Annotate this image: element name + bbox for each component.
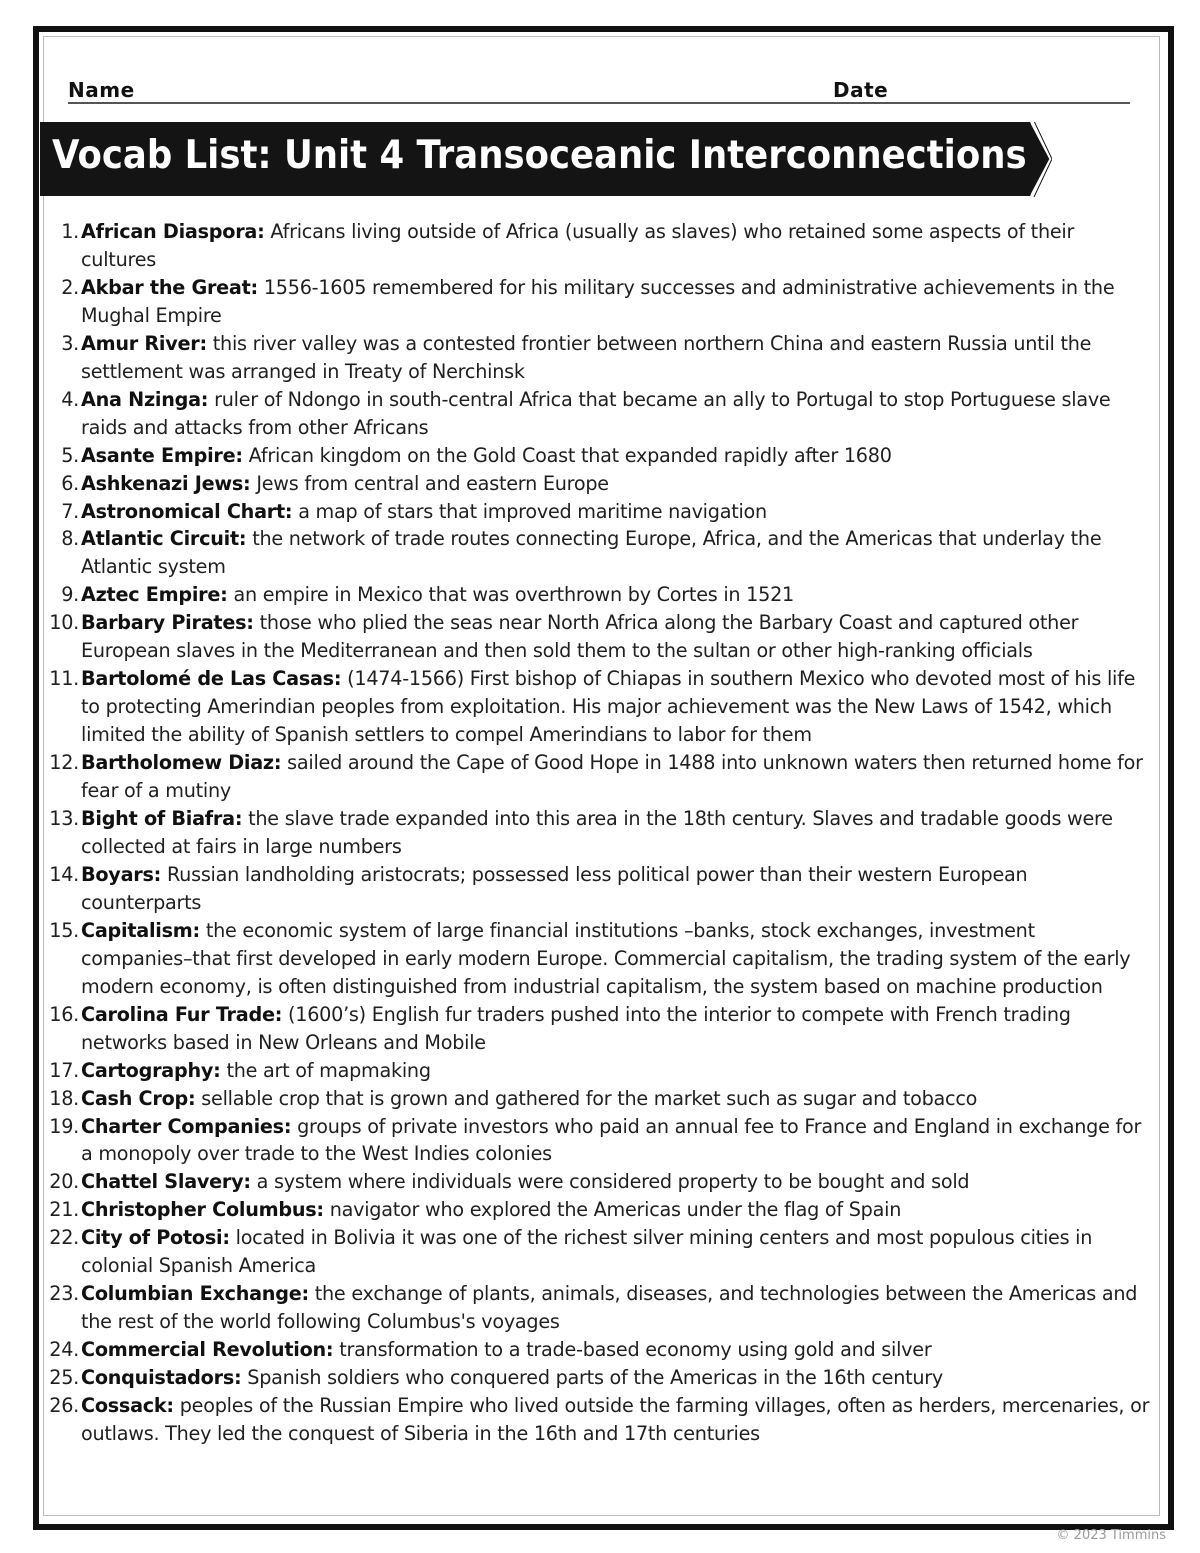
vocab-definition: the economic system of large financial institutions –banks, stock exchanges, investment companies–that first developed in early modern Europe. Commercial capitalism, the trading system of the early modern economy, is often distinguished from industrial capitalism, the system based on machine production <box>81 918 1131 998</box>
vocab-item <box>44 274 1150 330</box>
vocab-number: 16. <box>49 1002 79 1026</box>
vocab-term: City of Potosi: <box>81 1226 230 1250</box>
vocab-item <box>44 917 1150 1001</box>
vocab-term: Charter Companies: <box>81 1114 292 1138</box>
vocab-item <box>44 1224 1150 1280</box>
vocab-number: 4. <box>61 387 79 411</box>
vocab-definition: the slave trade expanded into this area in the 18th century. Slaves and tradable goods were collected at fairs in large numbers <box>81 807 1113 858</box>
vocab-item <box>44 330 1150 386</box>
vocab-item <box>44 1113 1150 1169</box>
vocab-number: 6. <box>61 471 79 495</box>
vocab-term: Akbar the Great: <box>81 275 258 299</box>
vocab-item <box>44 861 1150 917</box>
vocab-term: Columbian Exchange: <box>81 1282 309 1306</box>
vocab-item <box>44 1364 1150 1392</box>
vocab-item <box>44 218 1150 274</box>
vocab-term: Astronomical Chart: <box>81 499 293 523</box>
vocab-definition: Jews from central and eastern Europe <box>256 471 609 495</box>
vocab-term: Aztec Empire: <box>81 583 228 607</box>
vocab-number: 8. <box>61 527 79 551</box>
vocab-definition: a system where individuals were considered property to be bought and sold <box>256 1170 970 1194</box>
vocab-item <box>44 442 1150 470</box>
date-label: Date <box>833 78 889 102</box>
vocab-number: 19. <box>49 1114 79 1138</box>
vocab-item <box>44 498 1150 526</box>
vocab-item <box>44 1001 1150 1057</box>
vocab-term: Cartography: <box>81 1058 221 1082</box>
vocab-item <box>44 1280 1150 1336</box>
name-date-line <box>68 76 1130 104</box>
vocab-item <box>44 665 1150 749</box>
vocab-definition: the art of mapmaking <box>226 1058 431 1082</box>
vocab-term: Chattel Slavery: <box>81 1170 251 1194</box>
vocab-item <box>44 525 1150 581</box>
vocab-definition: an empire in Mexico that was overthrown by Cortes in 1521 <box>233 583 795 607</box>
vocab-item <box>44 1336 1150 1364</box>
vocab-definition: groups of private investors who paid an annual fee to France and England in exchange for a monopoly over trade to the West Indies colonies <box>81 1114 1142 1166</box>
vocab-definition: the network of trade routes connecting Europe, Africa, and the Americas that underlay the Atlantic system <box>81 527 1102 579</box>
vocab-number: 25. <box>49 1366 79 1390</box>
vocab-number: 18. <box>49 1086 79 1110</box>
vocab-number: 11. <box>49 667 79 691</box>
vocab-item <box>44 749 1150 805</box>
vocab-term: Ana Nzinga: <box>81 387 209 411</box>
vocab-number: 1. <box>61 220 79 243</box>
vocab-term: Carolina Fur Trade: <box>81 1002 283 1026</box>
vocab-number: 24. <box>49 1338 79 1362</box>
vocab-definition: Africans living outside of Africa (usually as slaves) who retained some aspects of their cultures <box>81 220 1075 271</box>
name-label: Name <box>68 78 135 102</box>
vocab-term: Commercial Revolution: <box>81 1338 334 1362</box>
vocab-item <box>44 609 1150 665</box>
vocab-number: 9. <box>61 583 79 607</box>
vocab-item <box>44 1057 1150 1085</box>
vocab-definition: Spanish soldiers who conquered parts of the Americas in the 16th century <box>247 1366 944 1390</box>
vocab-term: Bartolomé de Las Casas: <box>81 667 342 691</box>
vocab-item <box>44 1085 1150 1113</box>
vocab-term: Christopher Columbus: <box>81 1198 324 1222</box>
vocab-item <box>44 386 1150 442</box>
vocab-definition: Russian landholding aristocrats; possessed less political power than their western European counterparts <box>81 862 1028 914</box>
vocab-term: Amur River: <box>81 331 207 355</box>
vocab-term: Boyars: <box>81 862 162 886</box>
vocab-term: Bight of Biafra: <box>81 807 243 831</box>
vocab-number: 5. <box>61 443 79 467</box>
vocab-list <box>44 218 1150 1448</box>
vocab-term: Cash Crop: <box>81 1086 196 1110</box>
vocab-definition: a map of stars that improved maritime navigation <box>298 499 767 523</box>
vocab-definition: 1556-1605 remembered for his military successes and administrative achievements in the Mughal Empire <box>81 275 1115 327</box>
vocab-definition: sellable crop that is grown and gathered for the market such as sugar and tobacco <box>201 1086 978 1110</box>
vocab-number: 14. <box>49 862 79 886</box>
vocab-term: Ashkenazi Jews: <box>81 471 251 495</box>
vocab-item <box>44 1392 1150 1448</box>
vocab-term: Capitalism: <box>81 918 200 942</box>
vocab-definition: (1600’s) English fur traders pushed into the interior to compete with French trading networks based in New Orleans and Mobile <box>81 1002 1071 1054</box>
page-title: Vocab List: Unit 4 Transoceanic Interconnections <box>52 133 1027 178</box>
vocab-item <box>44 470 1150 498</box>
vocab-definition: ruler of Ndongo in south-central Africa that became an ally to Portugal to stop Portuguese slave raids and attacks from other Africans <box>81 387 1111 439</box>
vocab-number: 2. <box>61 275 79 299</box>
vocab-item <box>44 805 1150 861</box>
vocab-definition: those who plied the seas near North Africa along the Barbary Coast and captured other European slaves in the Mediterranean and then sold them to the sultan or other high-ranking officials <box>81 611 1079 663</box>
vocab-item <box>44 1168 1150 1196</box>
vocab-number: 3. <box>61 331 79 355</box>
vocab-definition: navigator who explored the Americas under the flag of Spain <box>329 1198 902 1222</box>
vocab-item <box>44 1196 1150 1224</box>
vocab-term: Barbary Pirates: <box>81 611 254 635</box>
vocab-definition: African kingdom on the Gold Coast that expanded rapidly after 1680 <box>248 443 892 467</box>
vocab-definition: (1474-1566) First bishop of Chiapas in southern Mexico who devoted most of his life to protecting Amerindian peoples from exploitation. His major achievement was the New Laws of 1542, which limited the ability of Spanish settlers to compel Amerindians to labor for them <box>81 667 1136 747</box>
vocab-item <box>44 581 1150 609</box>
vocab-number: 12. <box>49 751 79 775</box>
vocab-definition: peoples of the Russian Empire who lived outside the farming villages, often as herders, mercenaries, or outlaws. They led the conquest of Siberia in the 16th and 17th centuries <box>81 1394 1150 1445</box>
vocab-number: 26. <box>49 1394 79 1418</box>
vocab-number: 7. <box>61 499 79 523</box>
vocab-number: 23. <box>49 1282 79 1306</box>
vocab-definition: this river valley was a contested frontier between northern China and eastern Russia until the settlement was arranged in Treaty of Nerchinsk <box>81 331 1092 383</box>
vocab-number: 15. <box>49 918 79 942</box>
vocab-definition: the exchange of plants, animals, diseases, and technologies between the Americas and the rest of the world following Columbus's voyages <box>81 1282 1138 1334</box>
vocab-definition: located in Bolivia it was one of the richest silver mining centers and most populous cities in colonial Spanish America <box>81 1226 1093 1278</box>
vocab-term: Asante Empire: <box>81 443 243 467</box>
vocab-number: 10. <box>49 611 79 635</box>
vocab-term: African Diaspora: <box>81 220 265 243</box>
vocab-term: Cossack: <box>81 1394 174 1418</box>
vocab-number: 13. <box>49 807 79 831</box>
vocab-term: Bartholomew Diaz: <box>81 751 282 775</box>
vocab-definition: transformation to a trade-based economy using gold and silver <box>339 1338 932 1362</box>
vocab-term: Atlantic Circuit: <box>81 527 247 551</box>
vocab-number: 21. <box>49 1198 79 1222</box>
vocab-number: 17. <box>49 1058 79 1082</box>
vocab-definition: sailed around the Cape of Good Hope in 1488 into unknown waters then returned home for fear of a mutiny <box>81 751 1143 803</box>
copyright-footer: © 2023 Timmins <box>1056 1528 1166 1543</box>
title-banner <box>40 122 1052 197</box>
vocab-number: 20. <box>49 1170 79 1194</box>
vocab-number: 22. <box>49 1226 79 1250</box>
vocab-term: Conquistadors: <box>81 1366 242 1390</box>
